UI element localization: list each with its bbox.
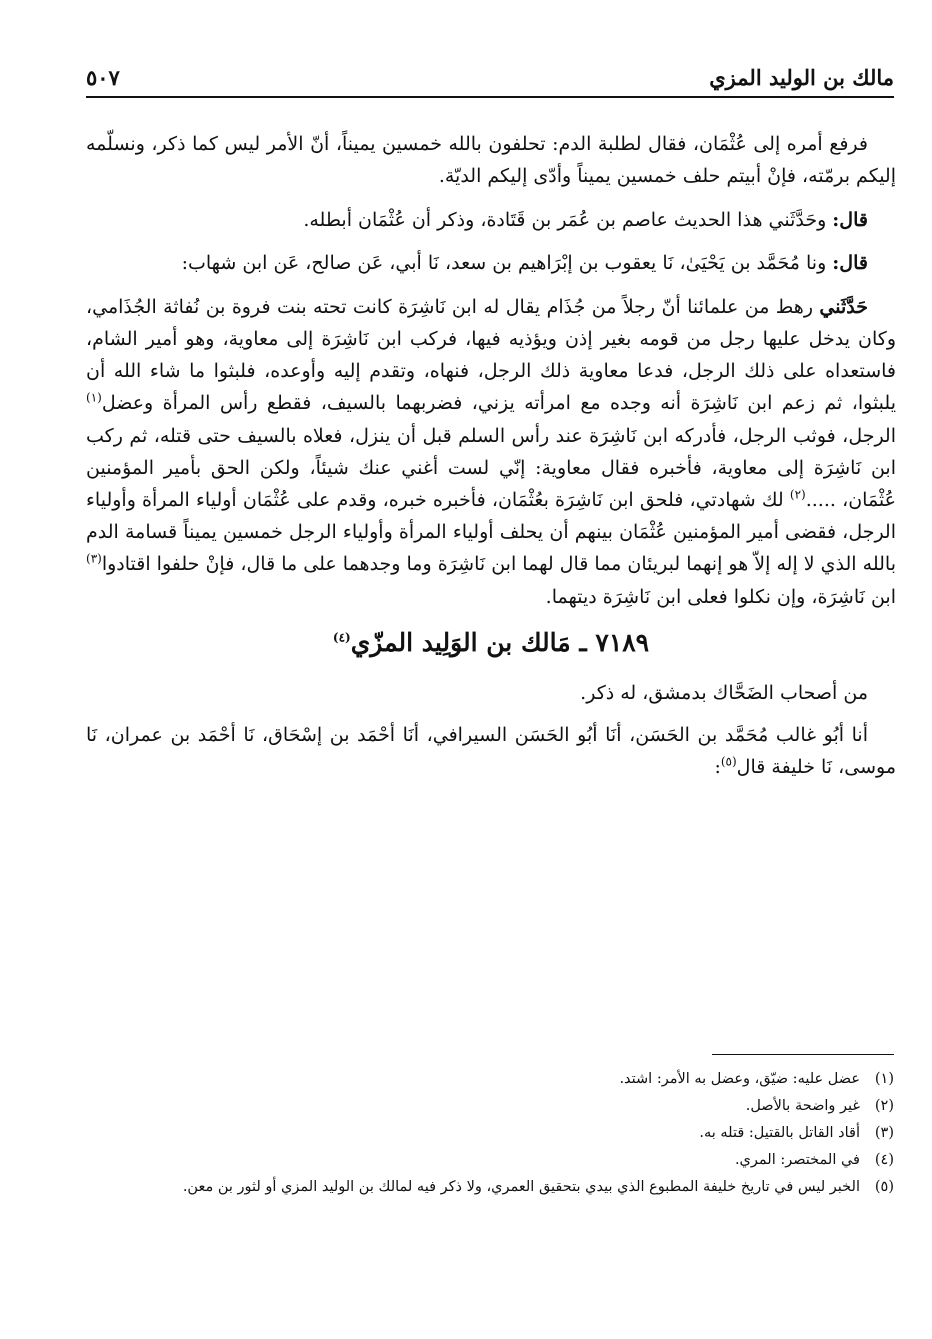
footnote-text: غير واضحة بالأصل. [745,1098,860,1114]
paragraph-3-lead: قال: [832,251,868,274]
section-title [86,625,896,661]
paragraph-4-text-b: الرجل، فوثب الرجل، فأدركه ابن نَاشِرَة عند رأس السلم قبل أن ينزل، فعلاه بالسيف حتى قتله، ثم ركب ابن نَاشِرَة إلى معاوية، فأخبره فقال معاوية: إنّي لست أغني عنك شيئاً، ولكن الحق بأمير المؤمنين عُثْمَان، ..... [86,424,897,512]
footnote-text: عضل عليه: ضيّق، وعضل به الأمر: اشتد. [619,1071,860,1087]
footnote-ref-4[interactable]: (٤) [332,630,351,645]
paragraph-1-text: فرفع أمره إلى عُثْمَان، فقال لطلبة الدم: تحلفون بالله خمسين يميناً، أنّ الأمر ليس كما ذكر، ونسلّمه إليكم برمّته، فإنْ أبيتم حلف خمسين يميناً وأدّى إليكم الديّة. [86,133,896,188]
paragraph-4-lead: حَدَّثَني [819,295,868,318]
footnote-number: (٣) [874,1125,894,1141]
footnote-ref-3[interactable]: (٣) [86,552,102,567]
footnote-ref-2[interactable]: (٢) [789,487,806,502]
footnote-item [96,1093,894,1120]
paragraph-4-text-c: لك شهادتي، فلحق ابن نَاشِرَة بعُثْمَان، فأخبره خبره، وقدم على عُثْمَان أولياء المرأة وأولياء الرجل، فقضى أمير المؤمنين عُثْمَان بينهم أن يحلف أولياء المرأة وأولياء الرجل خمسين يميناً قسامة الدم بالله الذي لا إله إلاّ هو إنهما لبريئان مما قال لهما ابن نَاشِرَة وما وجدهما على ما قال، فإنْ حلفوا اقتادوا [86,489,896,576]
footnote-text: أقاد القاتل بالقتيل: قتله به. [699,1125,860,1141]
paragraph-4 [86,291,896,613]
footnote-item [96,1066,894,1093]
footnote-number: (١) [874,1071,894,1087]
running-title: مالك بن الوليد المزي [709,65,894,90]
paragraph-5-text: من أصحاب الضَحَّاك بدمشق، له ذكر. [580,681,868,704]
paragraph-3 [86,247,896,279]
paragraph-5 [86,677,896,709]
footnote-item [96,1174,894,1201]
paragraph-2-lead: قال: [832,209,868,232]
section-title-text: ٧١٨٩ ـ مَالك بن الوَلِيد المزّي [350,627,650,657]
footnote-separator [712,1054,894,1055]
footnote-number: (٢) [874,1098,894,1114]
footnote-text: في المختصر: المري. [734,1152,860,1168]
footnote-item [96,1147,894,1174]
paragraph-6 [86,719,896,783]
footnote-text: الخبر ليس في تاريخ خليفة المطبوع الذي بيدي بتحقيق العمري، ولا ذكر فيه لمالك بن الوليد المزي أو لثور بن معن. [182,1179,860,1195]
paragraph-2 [86,204,896,236]
paragraph-4-text-d: ابن نَاشِرَة، وإن نكلوا فعلى ابن نَاشِرَة ديتهما. [545,585,896,608]
page-header [86,58,894,98]
footnote-ref-5[interactable]: (٥) [720,754,737,769]
paragraph-2-text: وحَدَّثَني هذا الحديث عاصم بن عُمَر بن قَتَادة، وذكر أن عُثْمَان أبطله. [303,209,827,232]
footnote-number: (٥) [874,1179,894,1195]
footnote-ref-1[interactable]: (١) [86,391,102,406]
paragraph-6-end: : [714,756,721,779]
paragraph-6-text: أنا أبُو غالب مُحَمَّد بن الحَسَن، أنَا أبُو الحَسَن السيرافي، أنَا أحْمَد بن إسْحَاق، نَا أحْمَد بن عمران، نَا موسى، نَا خليفة قال [86,724,896,779]
paragraph-4-text-a: رهط من علمائنا أنّ رجلاً من جُذَام يقال له ابن نَاشِرَة كانت تحته بنت فروة بن نُفاثة الجُذَامي، وكان يدخل عليها رجل من قومه بغير إذن ويؤذيه فيها، فركب ابن نَاشِرَة إلى معاوية، وهو أمير الشام، فاستعداه على ذلك الرجل، فدعا معاوية ذلك الرجل، فنهاه، وتقدم إليه وأوعده، فلبثوا ما شاء الله أن يلبثوا، ثم زعم ابن نَاشِرَة أنه وجده مع امرأته يزني، فضربهما بالسيف، فقطع رأس المرأة وعضل [86,295,896,415]
footnote-item [96,1120,894,1147]
main-text [86,128,896,795]
footnote-number: (٤) [874,1152,894,1168]
page-number: ٥٠٧ [86,65,120,90]
paragraph-1 [86,128,896,192]
paragraph-3-text: ونا مُحَمَّد بن يَحْيَىٰ، نَا يعقوب بن إبْرَاهيم بن سعد، نَا أبي، عَن صالح، عَن ابن شهاب: [181,251,827,274]
footnotes [96,1066,894,1201]
